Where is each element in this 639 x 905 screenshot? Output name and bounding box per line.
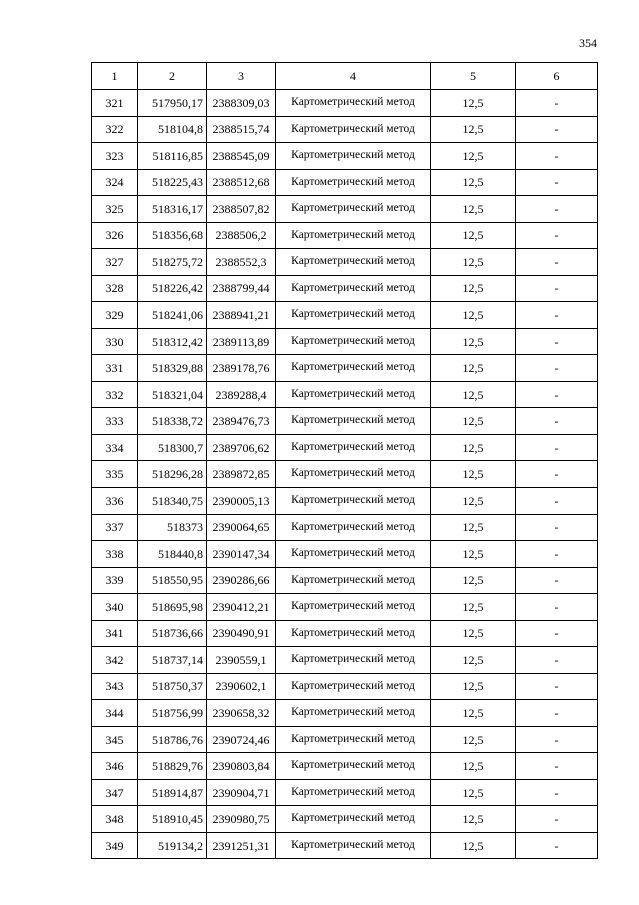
table-row bbox=[92, 275, 598, 302]
y-coordinate: 2389288,4 bbox=[207, 381, 276, 408]
method-cell: Картометрический метод bbox=[276, 832, 431, 859]
note-cell: - bbox=[516, 647, 598, 674]
table-row bbox=[92, 222, 598, 249]
note-cell: - bbox=[516, 753, 598, 780]
accuracy-cell: 12,5 bbox=[431, 143, 516, 170]
column-header: 6 bbox=[516, 63, 598, 90]
method-cell: Картометрический метод bbox=[276, 355, 431, 382]
note-cell: - bbox=[516, 222, 598, 249]
y-coordinate: 2390658,32 bbox=[207, 700, 276, 727]
x-coordinate: 518786,76 bbox=[138, 726, 207, 753]
y-coordinate: 2388309,03 bbox=[207, 90, 276, 117]
accuracy-cell: 12,5 bbox=[431, 90, 516, 117]
method-cell: Картометрический метод bbox=[276, 673, 431, 700]
table-row bbox=[92, 514, 598, 541]
y-coordinate: 2388552,3 bbox=[207, 249, 276, 276]
table-header-row bbox=[92, 63, 598, 90]
accuracy-cell: 12,5 bbox=[431, 594, 516, 621]
x-coordinate: 518116,85 bbox=[138, 143, 207, 170]
y-coordinate: 2389476,73 bbox=[207, 408, 276, 435]
point-number: 322 bbox=[92, 116, 138, 143]
y-coordinate: 2390602,1 bbox=[207, 673, 276, 700]
note-cell: - bbox=[516, 594, 598, 621]
point-number: 329 bbox=[92, 302, 138, 329]
note-cell: - bbox=[516, 143, 598, 170]
table-row bbox=[92, 355, 598, 382]
point-number: 326 bbox=[92, 222, 138, 249]
table-row bbox=[92, 143, 598, 170]
column-header: 1 bbox=[92, 63, 138, 90]
method-cell: Картометрический метод bbox=[276, 381, 431, 408]
point-number: 336 bbox=[92, 487, 138, 514]
table-row bbox=[92, 408, 598, 435]
accuracy-cell: 12,5 bbox=[431, 461, 516, 488]
note-cell: - bbox=[516, 302, 598, 329]
table-row bbox=[92, 567, 598, 594]
y-coordinate: 2389872,85 bbox=[207, 461, 276, 488]
table-row bbox=[92, 753, 598, 780]
point-number: 330 bbox=[92, 328, 138, 355]
y-coordinate: 2390724,46 bbox=[207, 726, 276, 753]
note-cell: - bbox=[516, 779, 598, 806]
accuracy-cell: 12,5 bbox=[431, 196, 516, 223]
x-coordinate: 518829,76 bbox=[138, 753, 207, 780]
method-cell: Картометрический метод bbox=[276, 620, 431, 647]
table-row bbox=[92, 249, 598, 276]
point-number: 325 bbox=[92, 196, 138, 223]
method-cell: Картометрический метод bbox=[276, 541, 431, 568]
point-number: 344 bbox=[92, 700, 138, 727]
method-cell: Картометрический метод bbox=[276, 196, 431, 223]
note-cell: - bbox=[516, 487, 598, 514]
accuracy-cell: 12,5 bbox=[431, 567, 516, 594]
method-cell: Картометрический метод bbox=[276, 434, 431, 461]
accuracy-cell: 12,5 bbox=[431, 408, 516, 435]
note-cell: - bbox=[516, 90, 598, 117]
x-coordinate: 518737,14 bbox=[138, 647, 207, 674]
note-cell: - bbox=[516, 196, 598, 223]
accuracy-cell: 12,5 bbox=[431, 116, 516, 143]
method-cell: Картометрический метод bbox=[276, 806, 431, 833]
note-cell: - bbox=[516, 408, 598, 435]
method-cell: Картометрический метод bbox=[276, 116, 431, 143]
x-coordinate: 518275,72 bbox=[138, 249, 207, 276]
point-number: 324 bbox=[92, 169, 138, 196]
point-number: 321 bbox=[92, 90, 138, 117]
accuracy-cell: 12,5 bbox=[431, 222, 516, 249]
point-number: 339 bbox=[92, 567, 138, 594]
y-coordinate: 2390803,84 bbox=[207, 753, 276, 780]
note-cell: - bbox=[516, 673, 598, 700]
accuracy-cell: 12,5 bbox=[431, 434, 516, 461]
table-row bbox=[92, 806, 598, 833]
table-row bbox=[92, 594, 598, 621]
point-number: 337 bbox=[92, 514, 138, 541]
method-cell: Картометрический метод bbox=[276, 514, 431, 541]
table-body bbox=[92, 63, 598, 859]
note-cell: - bbox=[516, 328, 598, 355]
table-row bbox=[92, 328, 598, 355]
note-cell: - bbox=[516, 116, 598, 143]
x-coordinate: 518750,37 bbox=[138, 673, 207, 700]
table-row bbox=[92, 381, 598, 408]
x-coordinate: 518756,99 bbox=[138, 700, 207, 727]
method-cell: Картометрический метод bbox=[276, 302, 431, 329]
y-coordinate: 2390980,75 bbox=[207, 806, 276, 833]
point-number: 335 bbox=[92, 461, 138, 488]
point-number: 348 bbox=[92, 806, 138, 833]
table-row bbox=[92, 169, 598, 196]
x-coordinate: 518321,04 bbox=[138, 381, 207, 408]
note-cell: - bbox=[516, 461, 598, 488]
point-number: 323 bbox=[92, 143, 138, 170]
accuracy-cell: 12,5 bbox=[431, 169, 516, 196]
y-coordinate: 2391251,31 bbox=[207, 832, 276, 859]
column-header: 2 bbox=[138, 63, 207, 90]
point-number: 342 bbox=[92, 647, 138, 674]
x-coordinate: 518373 bbox=[138, 514, 207, 541]
method-cell: Картометрический метод bbox=[276, 275, 431, 302]
accuracy-cell: 12,5 bbox=[431, 487, 516, 514]
y-coordinate: 2388512,68 bbox=[207, 169, 276, 196]
point-number: 338 bbox=[92, 541, 138, 568]
y-coordinate: 2388799,44 bbox=[207, 275, 276, 302]
note-cell: - bbox=[516, 700, 598, 727]
method-cell: Картометрический метод bbox=[276, 487, 431, 514]
point-number: 340 bbox=[92, 594, 138, 621]
method-cell: Картометрический метод bbox=[276, 594, 431, 621]
y-coordinate: 2389178,76 bbox=[207, 355, 276, 382]
table-row bbox=[92, 196, 598, 223]
note-cell: - bbox=[516, 249, 598, 276]
y-coordinate: 2390559,1 bbox=[207, 647, 276, 674]
accuracy-cell: 12,5 bbox=[431, 726, 516, 753]
method-cell: Картометрический метод bbox=[276, 700, 431, 727]
column-header: 5 bbox=[431, 63, 516, 90]
table-row bbox=[92, 434, 598, 461]
table-row bbox=[92, 832, 598, 859]
table-row bbox=[92, 487, 598, 514]
x-coordinate: 518226,42 bbox=[138, 275, 207, 302]
x-coordinate: 517950,17 bbox=[138, 90, 207, 117]
x-coordinate: 518736,66 bbox=[138, 620, 207, 647]
table-row bbox=[92, 726, 598, 753]
y-coordinate: 2388941,21 bbox=[207, 302, 276, 329]
point-number: 341 bbox=[92, 620, 138, 647]
note-cell: - bbox=[516, 169, 598, 196]
method-cell: Картометрический метод bbox=[276, 249, 431, 276]
method-cell: Картометрический метод bbox=[276, 328, 431, 355]
point-number: 346 bbox=[92, 753, 138, 780]
point-number: 333 bbox=[92, 408, 138, 435]
y-coordinate: 2390005,13 bbox=[207, 487, 276, 514]
note-cell: - bbox=[516, 355, 598, 382]
x-coordinate: 518241,06 bbox=[138, 302, 207, 329]
table-row bbox=[92, 90, 598, 117]
note-cell: - bbox=[516, 275, 598, 302]
point-number: 345 bbox=[92, 726, 138, 753]
table-row bbox=[92, 647, 598, 674]
method-cell: Картометрический метод bbox=[276, 753, 431, 780]
y-coordinate: 2389113,89 bbox=[207, 328, 276, 355]
x-coordinate: 518695,98 bbox=[138, 594, 207, 621]
note-cell: - bbox=[516, 726, 598, 753]
x-coordinate: 518300,7 bbox=[138, 434, 207, 461]
method-cell: Картометрический метод bbox=[276, 408, 431, 435]
table-row bbox=[92, 116, 598, 143]
accuracy-cell: 12,5 bbox=[431, 275, 516, 302]
table-row bbox=[92, 461, 598, 488]
accuracy-cell: 12,5 bbox=[431, 779, 516, 806]
x-coordinate: 518910,45 bbox=[138, 806, 207, 833]
x-coordinate: 518329,88 bbox=[138, 355, 207, 382]
page-number: 354 bbox=[579, 36, 597, 50]
table-row bbox=[92, 620, 598, 647]
column-header: 3 bbox=[207, 63, 276, 90]
accuracy-cell: 12,5 bbox=[431, 753, 516, 780]
point-number: 349 bbox=[92, 832, 138, 859]
x-coordinate: 518440,8 bbox=[138, 541, 207, 568]
accuracy-cell: 12,5 bbox=[431, 541, 516, 568]
point-number: 343 bbox=[92, 673, 138, 700]
method-cell: Картометрический метод bbox=[276, 461, 431, 488]
table-row bbox=[92, 541, 598, 568]
method-cell: Картометрический метод bbox=[276, 90, 431, 117]
accuracy-cell: 12,5 bbox=[431, 620, 516, 647]
method-cell: Картометрический метод bbox=[276, 169, 431, 196]
point-number: 347 bbox=[92, 779, 138, 806]
x-coordinate: 518338,72 bbox=[138, 408, 207, 435]
method-cell: Картометрический метод bbox=[276, 726, 431, 753]
table-row bbox=[92, 700, 598, 727]
table-row bbox=[92, 779, 598, 806]
table-row bbox=[92, 673, 598, 700]
point-number: 328 bbox=[92, 275, 138, 302]
x-coordinate: 518225,43 bbox=[138, 169, 207, 196]
accuracy-cell: 12,5 bbox=[431, 328, 516, 355]
note-cell: - bbox=[516, 541, 598, 568]
accuracy-cell: 12,5 bbox=[431, 355, 516, 382]
point-number: 334 bbox=[92, 434, 138, 461]
x-coordinate: 518312,42 bbox=[138, 328, 207, 355]
note-cell: - bbox=[516, 567, 598, 594]
accuracy-cell: 12,5 bbox=[431, 832, 516, 859]
note-cell: - bbox=[516, 832, 598, 859]
note-cell: - bbox=[516, 434, 598, 461]
accuracy-cell: 12,5 bbox=[431, 673, 516, 700]
x-coordinate: 518550,95 bbox=[138, 567, 207, 594]
method-cell: Картометрический метод bbox=[276, 222, 431, 249]
accuracy-cell: 12,5 bbox=[431, 647, 516, 674]
method-cell: Картометрический метод bbox=[276, 779, 431, 806]
accuracy-cell: 12,5 bbox=[431, 700, 516, 727]
accuracy-cell: 12,5 bbox=[431, 249, 516, 276]
point-number: 332 bbox=[92, 381, 138, 408]
column-header: 4 bbox=[276, 63, 431, 90]
point-number: 331 bbox=[92, 355, 138, 382]
y-coordinate: 2390064,65 bbox=[207, 514, 276, 541]
y-coordinate: 2390286,66 bbox=[207, 567, 276, 594]
x-coordinate: 518316,17 bbox=[138, 196, 207, 223]
point-number: 327 bbox=[92, 249, 138, 276]
y-coordinate: 2390904,71 bbox=[207, 779, 276, 806]
x-coordinate: 518914,87 bbox=[138, 779, 207, 806]
accuracy-cell: 12,5 bbox=[431, 381, 516, 408]
y-coordinate: 2390147,34 bbox=[207, 541, 276, 568]
y-coordinate: 2390412,21 bbox=[207, 594, 276, 621]
note-cell: - bbox=[516, 381, 598, 408]
method-cell: Картометрический метод bbox=[276, 647, 431, 674]
accuracy-cell: 12,5 bbox=[431, 514, 516, 541]
y-coordinate: 2388507,82 bbox=[207, 196, 276, 223]
accuracy-cell: 12,5 bbox=[431, 806, 516, 833]
x-coordinate: 518104,8 bbox=[138, 116, 207, 143]
y-coordinate: 2388545,09 bbox=[207, 143, 276, 170]
note-cell: - bbox=[516, 620, 598, 647]
y-coordinate: 2388506,2 bbox=[207, 222, 276, 249]
note-cell: - bbox=[516, 514, 598, 541]
y-coordinate: 2388515,74 bbox=[207, 116, 276, 143]
y-coordinate: 2390490,91 bbox=[207, 620, 276, 647]
note-cell: - bbox=[516, 806, 598, 833]
accuracy-cell: 12,5 bbox=[431, 302, 516, 329]
coordinates-table bbox=[91, 62, 598, 859]
y-coordinate: 2389706,62 bbox=[207, 434, 276, 461]
table-row bbox=[92, 302, 598, 329]
method-cell: Картометрический метод bbox=[276, 567, 431, 594]
x-coordinate: 518296,28 bbox=[138, 461, 207, 488]
x-coordinate: 519134,2 bbox=[138, 832, 207, 859]
method-cell: Картометрический метод bbox=[276, 143, 431, 170]
x-coordinate: 518356,68 bbox=[138, 222, 207, 249]
x-coordinate: 518340,75 bbox=[138, 487, 207, 514]
